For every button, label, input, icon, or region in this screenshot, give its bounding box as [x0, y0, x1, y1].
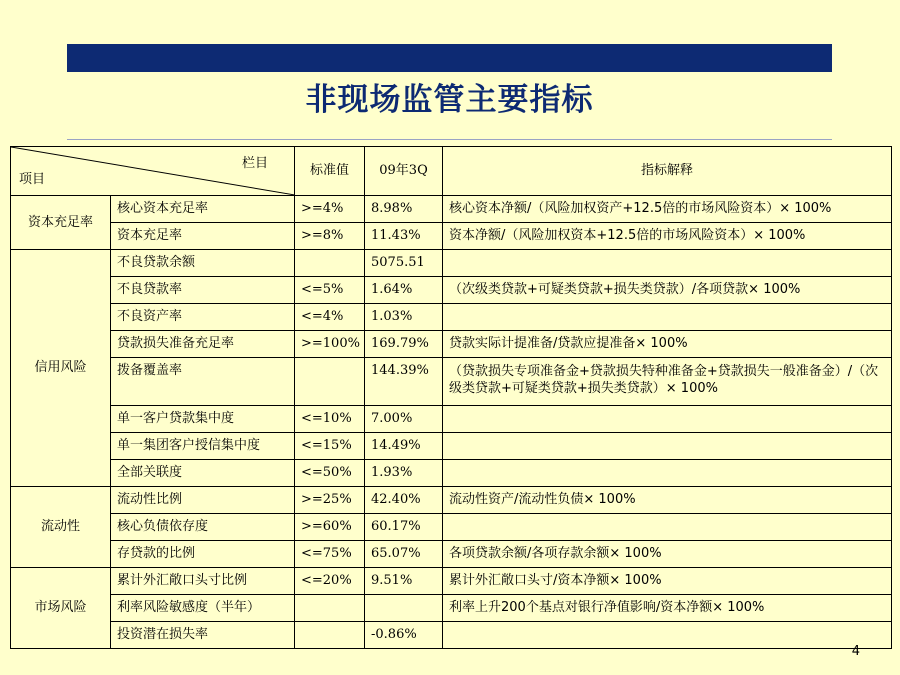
item-cell: 核心负债依存度 — [111, 514, 295, 541]
table-row — [11, 196, 892, 223]
item-cell: 不良贷款率 — [111, 277, 295, 304]
standard-cell: <=4% — [295, 304, 365, 331]
standard-cell: <=15% — [295, 433, 365, 460]
explanation-cell — [443, 514, 892, 541]
standard-cell: <=10% — [295, 406, 365, 433]
header-period: 09年3Q — [365, 147, 443, 196]
standard-cell: <=50% — [295, 460, 365, 487]
value-cell: 1.93% — [365, 460, 443, 487]
value-cell: 60.17% — [365, 514, 443, 541]
corner-header-cell — [11, 147, 295, 196]
value-cell: 169.79% — [365, 331, 443, 358]
standard-cell: <=75% — [295, 541, 365, 568]
explanation-cell — [443, 433, 892, 460]
standard-cell — [295, 358, 365, 406]
corner-column-label: 栏目 — [241, 156, 268, 171]
explanation-cell: 贷款实际计提准备/贷款应提准备× 100% — [443, 331, 892, 358]
table-row — [11, 487, 892, 514]
standard-cell: >=100% — [295, 331, 365, 358]
value-cell: 42.40% — [365, 487, 443, 514]
table-row — [11, 250, 892, 277]
table-row — [11, 541, 892, 568]
table-row — [11, 514, 892, 541]
value-cell: 144.39% — [365, 358, 443, 406]
explanation-cell: （贷款损失专项准备金+贷款损失特种准备金+贷款损失一般准备金）/（次级类贷款+可疑类贷款+损失类贷款）× 100% — [443, 358, 892, 406]
table-row — [11, 433, 892, 460]
table-row — [11, 622, 892, 649]
title-bar — [67, 44, 832, 72]
value-cell: 7.00% — [365, 406, 443, 433]
explanation-cell: 利率上升200个基点对银行净值影响/资本净额× 100% — [443, 595, 892, 622]
item-cell: 不良贷款余额 — [111, 250, 295, 277]
table-row — [11, 223, 892, 250]
item-cell: 单一集团客户授信集中度 — [111, 433, 295, 460]
group-liquidity: 流动性 — [11, 487, 111, 568]
item-cell: 利率风险敏感度（半年） — [111, 595, 295, 622]
explanation-cell — [443, 250, 892, 277]
table-row — [11, 358, 892, 406]
explanation-cell: 核心资本净额/（风险加权资产+12.5倍的市场风险资本）× 100% — [443, 196, 892, 223]
group-market: 市场风险 — [11, 568, 111, 649]
value-cell: -0.86% — [365, 622, 443, 649]
standard-cell — [295, 622, 365, 649]
value-cell: 1.64% — [365, 277, 443, 304]
table-row — [11, 304, 892, 331]
value-cell: 65.07% — [365, 541, 443, 568]
item-cell: 拨备覆盖率 — [111, 358, 295, 406]
explanation-cell — [443, 460, 892, 487]
table-row — [11, 406, 892, 433]
item-cell: 单一客户贷款集中度 — [111, 406, 295, 433]
item-cell: 核心资本充足率 — [111, 196, 295, 223]
header-row — [11, 147, 892, 196]
standard-cell: <=5% — [295, 277, 365, 304]
standard-cell: >=4% — [295, 196, 365, 223]
item-cell: 不良资产率 — [111, 304, 295, 331]
item-cell: 投资潜在损失率 — [111, 622, 295, 649]
value-cell: 9.51% — [365, 568, 443, 595]
explanation-cell: （次级类贷款+可疑类贷款+损失类贷款）/各项贷款× 100% — [443, 277, 892, 304]
explanation-cell — [443, 304, 892, 331]
explanation-cell: 资本净额/（风险加权资本+12.5倍的市场风险资本）× 100% — [443, 223, 892, 250]
item-cell: 存贷款的比例 — [111, 541, 295, 568]
group-credit: 信用风险 — [11, 250, 111, 487]
slide-title: 非现场监管主要指标 — [305, 82, 594, 118]
explanation-cell — [443, 622, 892, 649]
header-standard: 标准值 — [295, 147, 365, 196]
explanation-cell: 各项贷款余额/各项存款余额× 100% — [443, 541, 892, 568]
explanation-cell: 流动性资产/流动性负债× 100% — [443, 487, 892, 514]
explanation-cell — [443, 406, 892, 433]
table-row — [11, 568, 892, 595]
table-row — [11, 331, 892, 358]
item-cell: 全部关联度 — [111, 460, 295, 487]
value-cell: 11.43% — [365, 223, 443, 250]
item-cell: 资本充足率 — [111, 223, 295, 250]
standard-cell: <=20% — [295, 568, 365, 595]
table-row — [11, 277, 892, 304]
value-cell: 14.49% — [365, 433, 443, 460]
item-cell: 累计外汇敞口头寸比例 — [111, 568, 295, 595]
explanation-cell: 累计外汇敞口头寸/资本净额× 100% — [443, 568, 892, 595]
standard-cell: >=25% — [295, 487, 365, 514]
value-cell: 8.98% — [365, 196, 443, 223]
standard-cell: >=60% — [295, 514, 365, 541]
value-cell: 1.03% — [365, 304, 443, 331]
corner-row-label: 项目 — [19, 172, 46, 187]
group-capital: 资本充足率 — [11, 196, 111, 250]
table-row — [11, 595, 892, 622]
table-row — [11, 460, 892, 487]
header-explanation: 指标解释 — [443, 147, 892, 196]
page-number: 4 — [851, 644, 860, 659]
value-cell — [365, 595, 443, 622]
item-cell: 贷款损失准备充足率 — [111, 331, 295, 358]
standard-cell — [295, 250, 365, 277]
value-cell: 5075.51 — [365, 250, 443, 277]
title-divider — [67, 139, 832, 140]
standard-cell: >=8% — [295, 223, 365, 250]
indicator-table — [10, 146, 892, 649]
standard-cell — [295, 595, 365, 622]
item-cell: 流动性比例 — [111, 487, 295, 514]
